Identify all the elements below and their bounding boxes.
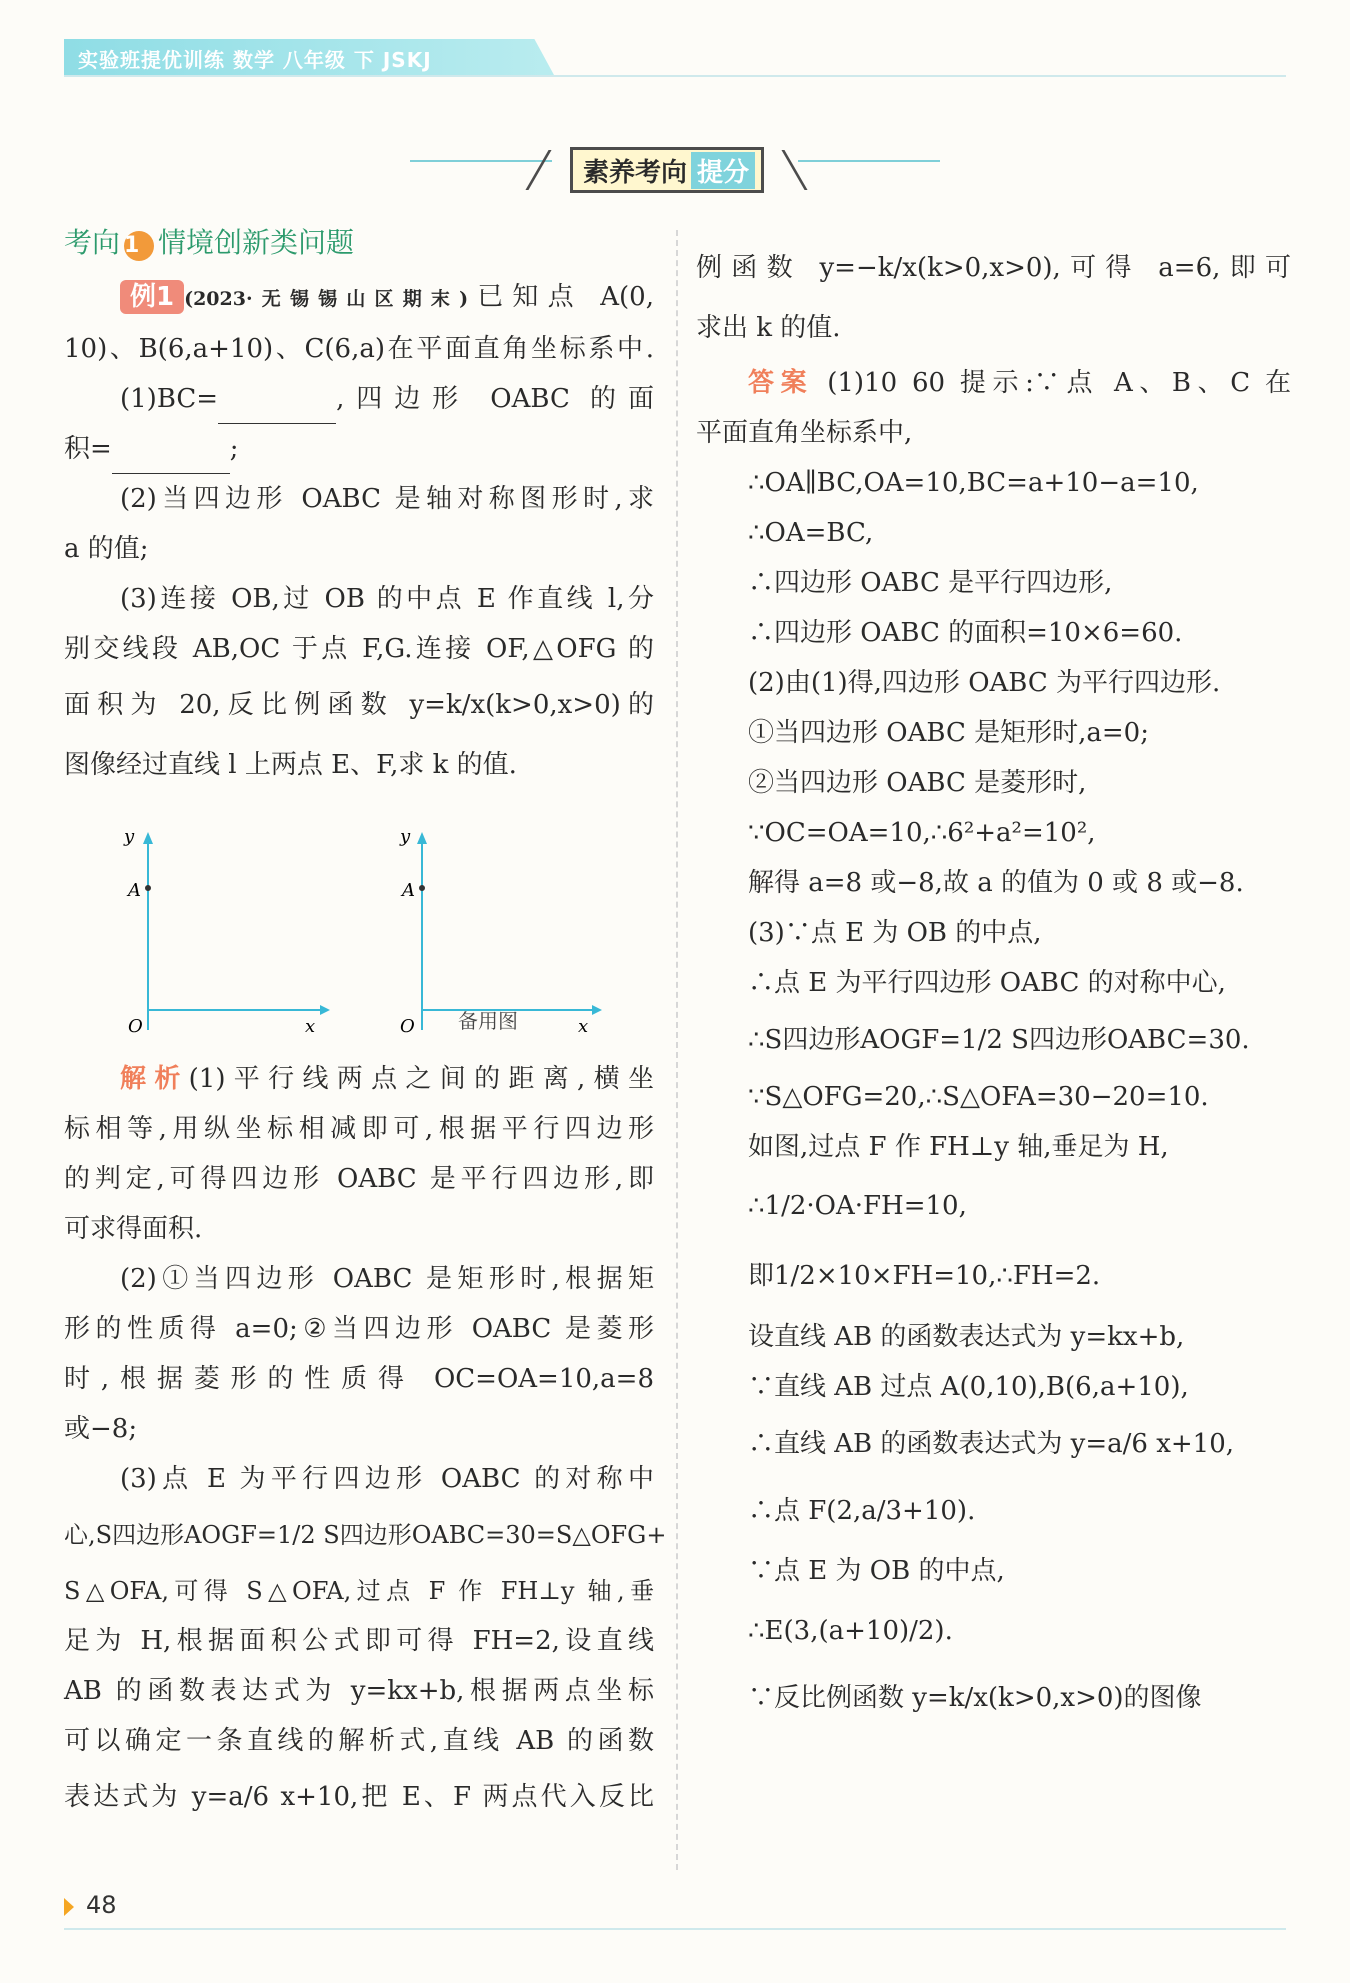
- text-line: ∵点 E 为 OB 的中点,: [748, 1556, 1005, 1586]
- text-line: ∴OA=BC,: [748, 518, 874, 548]
- text-line: ②当四边形 OABC 是菱形时,: [748, 768, 1087, 798]
- text-line: ∵直线 AB 过点 A(0,10),B(6,a+10),: [748, 1372, 1189, 1402]
- point-a: [145, 885, 151, 891]
- text-line: ∴点 F(2,a/3+10).: [748, 1496, 976, 1526]
- figure-caption: 备用图: [458, 1009, 518, 1033]
- point-a-label: A: [402, 880, 415, 901]
- page-arrow-icon: [64, 1898, 74, 1916]
- y-axis-label: y: [124, 826, 135, 847]
- text-fragment: (1)10 60 提示:∵点 A、B、C 在: [827, 368, 1291, 398]
- answer-blank: [218, 393, 336, 424]
- banner-slash-right: [781, 150, 807, 190]
- text-fragment: (1)平行线两点之间的距离,横坐: [188, 1064, 654, 1094]
- header-rule: [64, 75, 1286, 77]
- text-line: S△OFA,可得 S△OFA,过点 F 作 FH⊥y 轴,垂: [64, 1577, 654, 1605]
- text-line: 心,S四边形AOGF=1/2 S四边形OABC=30=S△OFG+: [64, 1521, 667, 1549]
- section-label: 考向: [64, 226, 121, 259]
- text-line: 已知点 A(0,: [468, 282, 654, 312]
- text-line: 可以确定一条直线的解析式,直线 AB 的函数: [64, 1726, 654, 1756]
- text-line: 或−8;: [64, 1414, 138, 1444]
- section-heading: [64, 218, 654, 268]
- text-line: AB 的函数表达式为 y=kx+b,根据两点坐标: [64, 1676, 654, 1706]
- text-fragment: 积=: [64, 434, 112, 464]
- text-line: 如图,过点 F 作 FH⊥y 轴,垂足为 H,: [748, 1132, 1169, 1162]
- text-line: ∴OA∥BC,OA=10,BC=a+10−a=10,: [748, 468, 1199, 498]
- text-line: 足为 H,根据面积公式即可得 FH=2,设直线: [64, 1626, 654, 1656]
- example-source: (2023·无锡锡山区期末): [184, 288, 469, 310]
- text-line: 可求得面积.: [64, 1214, 203, 1244]
- footer-rule: [64, 1928, 1286, 1930]
- example-tag: 例1: [120, 280, 184, 314]
- text-line: 别交线段 AB,OC 于点 F,G.连接 OF,△OFG 的: [64, 634, 654, 664]
- section-title: 情境创新类问题: [158, 226, 355, 259]
- text-line: (2)由(1)得,四边形 OABC 为平行四边形.: [748, 668, 1221, 698]
- text-line: ∴四边形 OABC 是平行四边形,: [748, 568, 1113, 598]
- text-line: 标相等,用纵坐标相减即可,根据平行四边形: [64, 1114, 654, 1144]
- text-line: ∴E(3,(a+10)/2).: [748, 1616, 953, 1646]
- question-1-cont: [64, 424, 654, 474]
- analysis-label: 解析: [120, 1064, 189, 1094]
- text-line: ∴S四边形AOGF=1/2 S四边形OABC=30.: [748, 1025, 1250, 1055]
- text-line: 的判定,可得四边形 OABC 是平行四边形,即: [64, 1164, 654, 1194]
- section-banner: [570, 147, 764, 193]
- text-line: 平面直角坐标系中,: [696, 418, 913, 448]
- section-number: 1: [124, 231, 154, 261]
- banner-highlight: 提分: [691, 152, 755, 189]
- text-line: 表达式为 y=a/6 x+10,把 E、F 两点代入反比: [64, 1782, 654, 1812]
- column-divider: [676, 230, 678, 1870]
- text-line: 解得 a=8 或−8,故 a 的值为 0 或 8 或−8.: [748, 868, 1244, 898]
- answer-blank: [112, 443, 230, 474]
- x-axis-label: x: [305, 1016, 316, 1037]
- text-line: (2)①当四边形 OABC 是矩形时,根据矩: [120, 1264, 654, 1294]
- text-line: ∵S△OFG=20,∴S△OFA=30−20=10.: [748, 1082, 1209, 1112]
- text-line: 设直线 AB 的函数表达式为 y=kx+b,: [748, 1322, 1185, 1352]
- header-series: 实验班提优训练 数学 八年级 下 JSKJ: [78, 48, 432, 72]
- text-line: 例函数 y=−k/x(k>0,x>0),可得 a=6,即可: [696, 253, 1291, 283]
- text-line: ①当四边形 OABC 是矩形时,a=0;: [748, 718, 1149, 748]
- text-line: 形的性质得 a=0;②当四边形 OABC 是菱形: [64, 1314, 654, 1344]
- text-fragment: (1)BC=: [120, 384, 219, 414]
- question-1: [64, 374, 654, 424]
- page-number: 48: [86, 1891, 117, 1919]
- x-axis-label: x: [578, 1016, 589, 1037]
- text-line: (3)点 E 为平行四边形 OABC 的对称中: [120, 1464, 654, 1494]
- text-line: ∵反比例函数 y=k/x(k>0,x>0)的图像: [748, 1683, 1202, 1713]
- text-line: 图像经过直线 l 上两点 E、F,求 k 的值.: [64, 750, 517, 780]
- origin-label: O: [128, 1016, 143, 1037]
- text-line: 时,根据菱形的性质得 OC=OA=10,a=8: [64, 1364, 654, 1394]
- text-fragment: ,四边形 OABC 的面: [336, 384, 654, 414]
- text-line: a 的值;: [64, 534, 149, 564]
- text-line: ∵OC=OA=10,∴6²+a²=10²,: [748, 818, 1096, 848]
- banner-line-left: [410, 160, 552, 162]
- banner-line-right: [798, 160, 940, 162]
- coordinate-figures: [100, 820, 620, 1045]
- answer-line: [696, 358, 1291, 408]
- text-line: (3)∵点 E 为 OB 的中点,: [748, 918, 1042, 948]
- answer-label: 答案: [748, 368, 814, 398]
- text-line: 即1/2×10×FH=10,∴FH=2.: [748, 1261, 1101, 1291]
- text-line: 面积为 20,反比例函数 y=k/x(k>0,x>0)的: [64, 690, 654, 720]
- figure-1: [123, 826, 330, 1037]
- text-line: ∴四边形 OABC 的面积=10×6=60.: [748, 618, 1183, 648]
- point-a: [419, 885, 425, 891]
- text-line: ∴1/2·OA·FH=10,: [748, 1191, 967, 1221]
- right-column: [696, 238, 1291, 1730]
- text-line: (2)当四边形 OABC 是轴对称图形时,求: [120, 484, 654, 514]
- text-line: (3)连接 OB,过 OB 的中点 E 作直线 l,分: [120, 584, 654, 614]
- banner-slash-left: [525, 150, 551, 190]
- origin-label: O: [400, 1016, 415, 1037]
- point-a-label: A: [128, 880, 141, 901]
- text-line: 10)、B(6,a+10)、C(6,a)在平面直角坐标系中.: [64, 334, 654, 364]
- y-axis-label: y: [400, 826, 411, 847]
- text-line: 求出 k 的值.: [696, 313, 841, 343]
- banner-title: 素养考向: [583, 157, 688, 188]
- analysis-line: [64, 1054, 654, 1104]
- example-line: [64, 272, 654, 324]
- text-line: ∴直线 AB 的函数表达式为 y=a/6 x+10,: [748, 1429, 1235, 1459]
- text-line: ∴点 E 为平行四边形 OABC 的对称中心,: [748, 968, 1226, 998]
- text-fragment: ;: [229, 434, 239, 464]
